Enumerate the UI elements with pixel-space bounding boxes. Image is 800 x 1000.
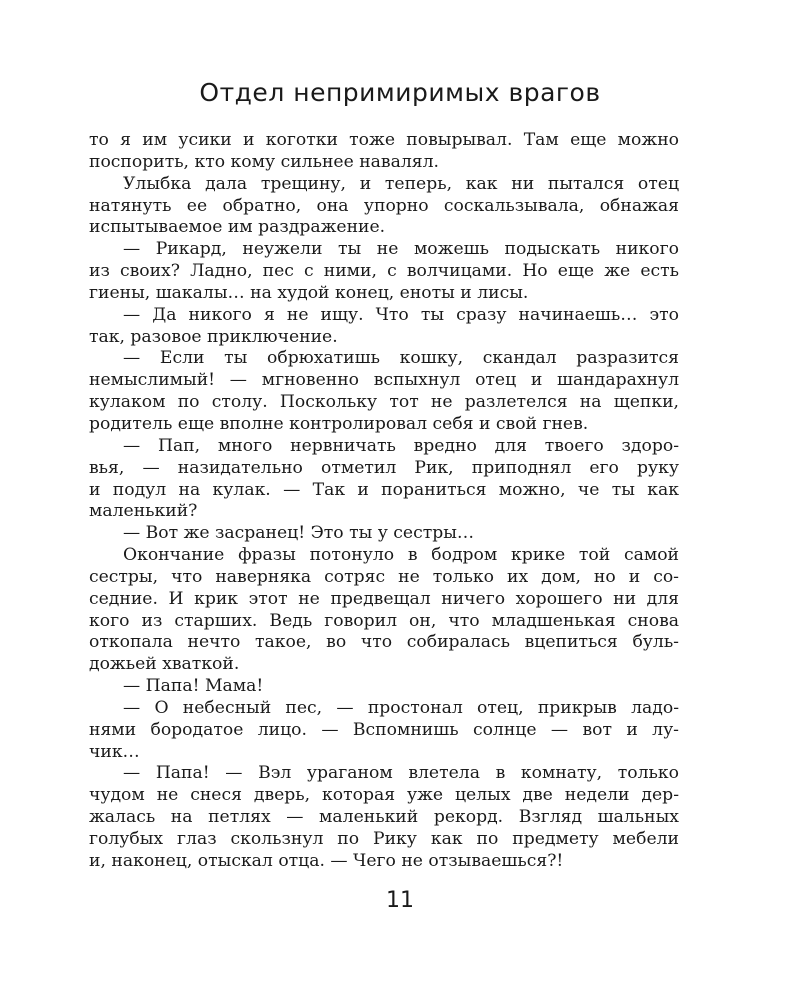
text-line: чудом не снеся дверь, которая уже целых две недели дер-: [89, 785, 679, 806]
text-line: откопала нечто такое, во что собиралась вцепиться буль-: [89, 632, 679, 653]
text-line: гиены, шакалы… на худой конец, еноты и лисы.: [89, 282, 529, 303]
text-line: кулаком по столу. Поскольку тот не разлетелся на щепки,: [89, 392, 679, 413]
text-line: испытываемое им раздражение.: [89, 217, 386, 238]
text-line: и подул на кулак. — Так и пораниться можно, че ты как: [89, 479, 679, 500]
text-line: сестры, что наверняка сотряс не только их дом, но и со-: [89, 566, 679, 587]
text-line: чик…: [89, 741, 140, 762]
text-line: — Папа! — Вэл ураганом влетела в комнату, только: [123, 763, 679, 784]
text-line: вья, — назидательно отметил Рик, приподнял его руку: [89, 457, 679, 478]
text-line: и, наконец, отыскал отца. — Чего не отзываешься?!: [89, 850, 564, 871]
running-head-title: Отдел непримиримых врагов: [199, 78, 601, 107]
text-line: дожьей хваткой.: [89, 654, 240, 675]
text-line: — Вот же засранец! Это ты у сестры…: [123, 523, 475, 544]
text-line: кого из старших. Ведь говорил он, что младшенькая снова: [89, 610, 679, 631]
text-line: то я им усики и коготки тоже повырывал. Там еще можно: [89, 130, 679, 150]
text-line: — О небесный пес, — простонал отец, прикрыв ладо-: [123, 697, 679, 718]
text-line: жалась на петлях — маленький рекорд. Взгляд шальных: [89, 807, 679, 828]
text-line: немыслимый! — мгновенно вспыхнул отец и шандарахнул: [89, 370, 679, 391]
text-line: Окончание фразы потонуло в бодром крике той самой: [123, 545, 679, 566]
text-line: седние. И крик этот не предвещал ничего хорошего ни для: [89, 588, 679, 609]
text-line: из своих? Ладно, пес с ними, с волчицами. Но еще же есть: [89, 261, 679, 282]
text-line: — Да никого я не ищу. Что ты сразу начинаешь… это: [123, 304, 679, 325]
page-number: 11: [386, 888, 414, 913]
text-line: так, разовое приключение.: [89, 326, 338, 347]
text-line: нями бородатое лицо. — Вспомнишь солнце — вот и лу-: [89, 719, 679, 740]
text-line: маленький?: [89, 501, 198, 522]
body-text: [89, 130, 679, 873]
text-line: голубых глаз скользнул по Рику как по предмету мебели: [89, 829, 679, 849]
text-line: родитель еще вполне контролировал себя и свой гнев.: [89, 413, 589, 434]
text-line: — Пап, много нервничать вредно для твоего здоро-: [123, 435, 679, 456]
text-line: поспорить, кто кому сильнее навалял.: [89, 151, 439, 172]
text-line: — Папа! Мама!: [123, 676, 264, 697]
text-line: — Рикард, неужели ты не можешь подыскать никого: [123, 239, 679, 260]
text-line: натянуть ее обратно, она упорно соскальзывала, обнажая: [89, 195, 679, 216]
text-line: — Если ты обрюхатишь кошку, скандал разразится: [123, 348, 679, 369]
text-line: Улыбка дала трещину, и теперь, как ни пытался отец: [123, 173, 679, 194]
